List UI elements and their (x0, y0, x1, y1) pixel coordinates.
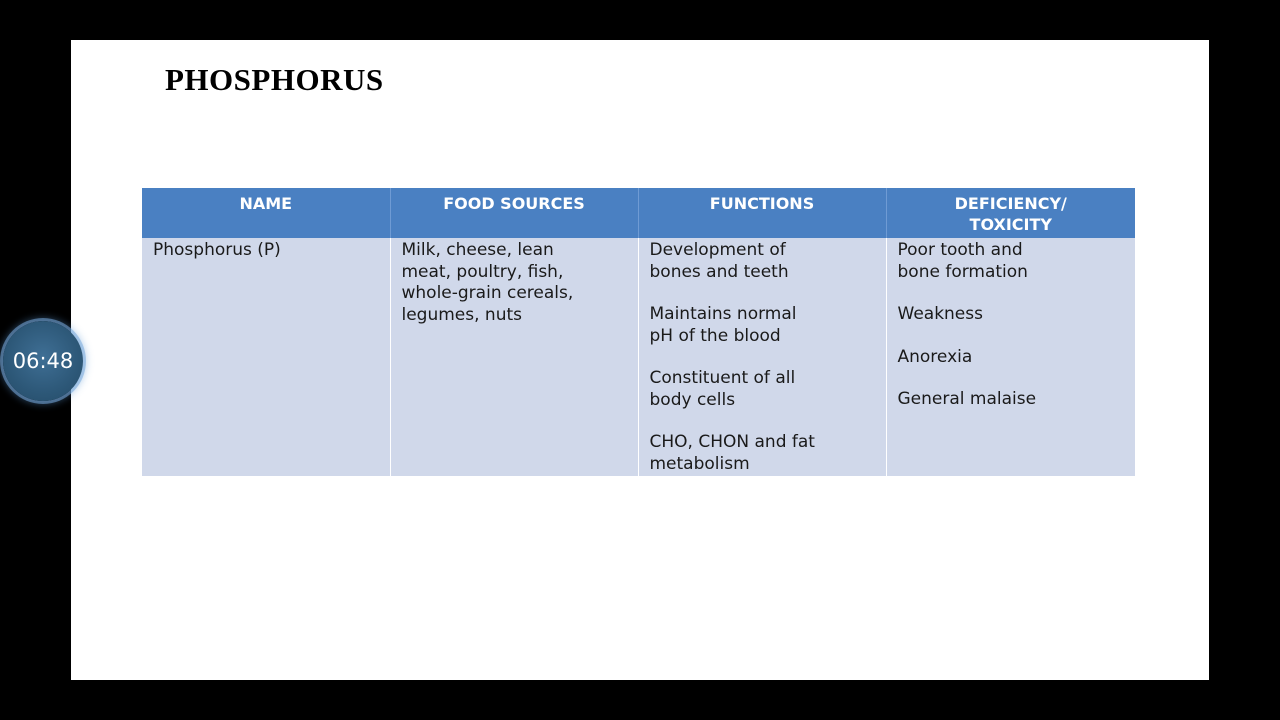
cell-name (142, 238, 390, 476)
header-name-label: NAME (239, 194, 293, 213)
deficiency-item: General malaise (897, 389, 1037, 409)
header-functions-label: FUNCTIONS (709, 194, 815, 213)
food-sources-text: Milk, cheese, lean meat, poultry, fish, whole-grain cereals, legumes, nuts (401, 240, 574, 325)
function-item: CHO, CHON and fat metabolism (649, 432, 815, 474)
deficiency-item: Anorexia (897, 346, 973, 367)
table-header (142, 188, 1135, 238)
nutrient-name: Phosphorus (P) (153, 240, 281, 260)
table-row (142, 238, 1135, 476)
function-item: Development of bones and teeth (649, 240, 789, 282)
function-item: Constituent of all body cells (649, 368, 796, 410)
header-food-sources (390, 188, 638, 238)
cell-deficiency (886, 238, 1135, 476)
presentation-slide (71, 40, 1209, 680)
nutrient-table (142, 188, 1135, 476)
cell-functions (638, 238, 886, 476)
deficiency-item: Poor tooth and bone formation (897, 240, 1028, 282)
header-functions (638, 188, 886, 238)
table-header-row (142, 188, 1135, 238)
function-item: Maintains normal pH of the blood (649, 304, 797, 346)
deficiency-item: Weakness (897, 304, 983, 324)
slide-title: PHOSPHORUS (165, 62, 384, 97)
header-deficiency (886, 188, 1135, 238)
header-deficiency-label: DEFICIENCY/ TOXICITY (954, 194, 1067, 234)
header-name (142, 188, 390, 238)
header-food-sources-label: FOOD SOURCES (443, 194, 585, 213)
cell-food-sources (390, 238, 638, 476)
timer-badge[interactable]: 06:48 (3, 321, 83, 401)
